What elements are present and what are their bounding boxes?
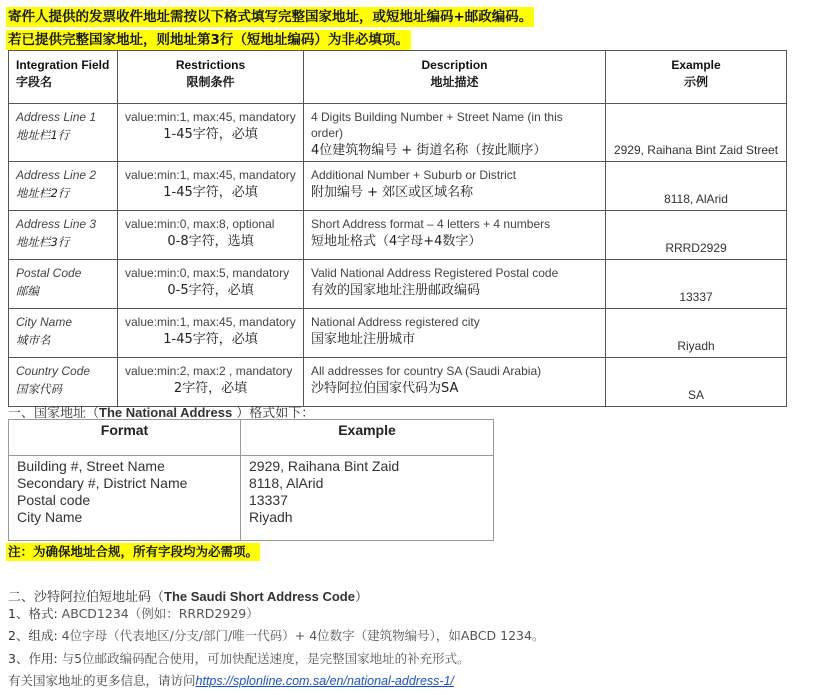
restriction-en: value:min:0, max:5, mandatory: [125, 266, 290, 280]
header-example: Example 示例: [606, 51, 787, 104]
restriction-cell: [118, 358, 304, 407]
description-cell: [304, 358, 606, 407]
restriction-zh: 1-45字符，必填: [163, 332, 258, 347]
field-cell: [9, 104, 118, 162]
description-zh: 附加编号 + 郊区或区域名称: [311, 185, 474, 200]
field-cell: [9, 260, 118, 309]
restriction-zh: 0-8字符，选填: [167, 234, 254, 249]
na-example-line: 8118, AlArid: [249, 475, 324, 491]
na-format-cell: [9, 456, 241, 541]
description-zh: 沙特阿拉伯国家代码为SA: [311, 381, 459, 396]
description-cell: [304, 162, 606, 211]
na-body-row: [9, 456, 494, 541]
restriction-en: value:min:2, max:2 , mandatory: [125, 364, 293, 378]
intro-line-1: [6, 6, 534, 27]
example-cell: 13337: [606, 260, 787, 309]
field-name-zh: 地址栏3行: [16, 235, 70, 249]
description-zh: 短地址格式（4字母+4数字）: [311, 234, 482, 249]
na-example-line: 13337: [249, 492, 288, 508]
table-row: [9, 162, 787, 211]
field-name-en: Address Line 3: [16, 217, 97, 231]
restriction-en: value:min:1, max:45, mandatory: [125, 168, 296, 182]
description-en: Short Address format – 4 letters + 4 numbers: [311, 217, 551, 231]
field-cell: [9, 162, 118, 211]
restriction-cell: [118, 211, 304, 260]
intro-text-2: 若已提供完整国家地址，则地址第3行（短地址编码）为非必填项。: [8, 32, 409, 48]
description-cell: [304, 309, 606, 358]
field-name-zh: 国家代码: [16, 382, 62, 396]
na-format-line: Building #, Street Name: [17, 458, 165, 474]
restriction-cell: [118, 162, 304, 211]
example-cell: Riyadh: [606, 309, 787, 358]
restriction-zh: 2字符，必填: [173, 381, 248, 396]
restriction-zh: 1-45字符，必填: [163, 185, 258, 200]
restriction-zh: 1-45字符，必填: [163, 127, 258, 142]
table-row: [9, 358, 787, 407]
na-header-row: [9, 420, 494, 456]
field-name-en: City Name: [16, 315, 73, 329]
field-name-zh: 邮编: [16, 284, 39, 298]
national-address-table: [8, 419, 494, 541]
field-name-zh: 地址栏1行: [16, 128, 70, 142]
restriction-zh: 0-5字符，必填: [167, 283, 254, 298]
header-field: Integration Field 字段名: [9, 51, 118, 104]
integration-field-table: [8, 50, 787, 407]
field-name-en: Postal Code: [16, 266, 82, 280]
example-cell: SA: [606, 358, 787, 407]
description-en: All addresses for country SA (Saudi Arabia): [311, 364, 542, 378]
short-address-item-composition: 2、组成: 4位字母（代表地区/分支/部门/唯一代码）+ 4位数字（建筑物编号），如ABCD 1234。: [8, 628, 545, 643]
description-zh: 国家地址注册城市: [311, 332, 416, 347]
na-example-line: 2929, Raihana Bint Zaid: [249, 458, 400, 474]
field-name-en: Address Line 1: [16, 110, 97, 124]
field-name-zh: 城市名: [16, 333, 51, 347]
table-row: [9, 104, 787, 162]
description-en: 4 Digits Building Number + Street Name (in this order): [311, 110, 563, 140]
header-description: Description 地址描述: [304, 51, 606, 104]
example-cell: RRRD2929: [606, 211, 787, 260]
example-cell: 8118, AlArid: [606, 162, 787, 211]
example-cell: 2929, Raihana Bint Zaid Street: [606, 104, 787, 162]
restriction-en: value:min:1, max:45, mandatory: [125, 315, 296, 329]
short-address-heading: 二、沙特阿拉伯短地址码（The Saudi Short Address Code）: [8, 589, 368, 605]
na-format-line: City Name: [17, 509, 83, 525]
table-row: [9, 309, 787, 358]
na-header-example: Example: [241, 420, 494, 456]
table-row: [9, 211, 787, 260]
description-cell: [304, 104, 606, 162]
more-info: 有关国家地址的更多信息，请访问https://splonline.com.sa/en/national-address-1/: [8, 673, 454, 688]
short-address-item-format: 1、格式: ABCD1234（例如：RRRD2929）: [8, 606, 259, 621]
description-zh: 有效的国家地址注册邮政编码: [311, 283, 481, 298]
note-text: 注：为确保地址合规，所有字段均为必需项。: [8, 544, 259, 559]
na-example-cell: [241, 456, 494, 541]
na-format-line: Postal code: [17, 492, 91, 508]
intro-text-1: 寄件人提供的发票收件地址需按以下格式填写完整国家地址，或短地址编码+邮政编码。: [8, 9, 533, 25]
na-example-line: Riyadh: [249, 509, 293, 525]
description-zh: 4位建筑物编号 + 街道名称（按此顺序）: [311, 143, 547, 158]
description-cell: [304, 211, 606, 260]
header-restrictions: Restrictions 限制条件: [118, 51, 304, 104]
field-name-en: Country Code: [16, 364, 91, 378]
field-name-en: Address Line 2: [16, 168, 97, 182]
field-cell: [9, 309, 118, 358]
description-en: National Address registered city: [311, 315, 480, 329]
restriction-cell: [118, 260, 304, 309]
table-row: [9, 260, 787, 309]
restriction-en: value:min:0, max:8, optional: [125, 217, 275, 231]
description-cell: [304, 260, 606, 309]
field-cell: [9, 358, 118, 407]
short-address-item-purpose: 3、作用: 与5位邮政编码配合使用，可加快配送速度，是完整国家地址的补充形式。: [8, 651, 470, 666]
restriction-en: value:min:1, max:45, mandatory: [125, 110, 296, 124]
description-en: Valid National Address Registered Postal code: [311, 266, 559, 280]
intro-line-2: [6, 29, 411, 50]
table-header-row: [9, 51, 787, 104]
description-en: Additional Number + Suburb or District: [311, 168, 517, 182]
national-address-link[interactable]: https://splonline.com.sa/en/national-address-1/: [195, 674, 454, 688]
note: [6, 543, 260, 561]
national-address-heading: 一、国家地址（The National Address ）格式如下：: [8, 405, 315, 421]
na-header-format: Format: [9, 420, 241, 456]
restriction-cell: [118, 309, 304, 358]
field-cell: [9, 211, 118, 260]
restriction-cell: [118, 104, 304, 162]
field-name-zh: 地址栏2行: [16, 186, 70, 200]
na-format-line: Secondary #, District Name: [17, 475, 188, 491]
